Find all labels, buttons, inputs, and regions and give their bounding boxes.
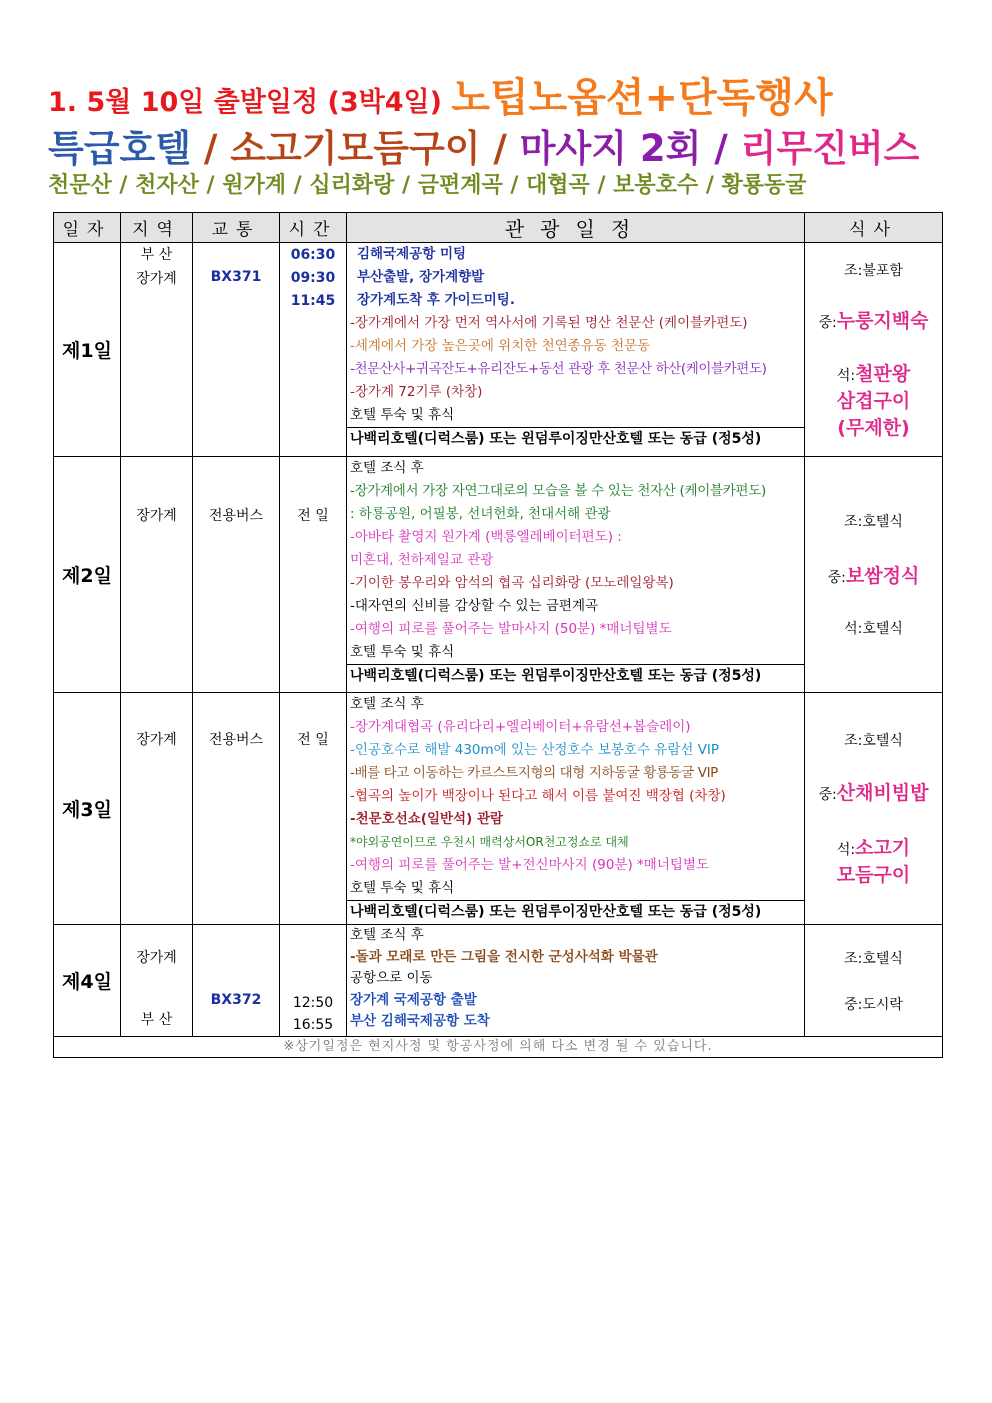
schedule-line: 호텔 투숙 및 휴식 (350, 644, 455, 660)
schedule-line: -여행의 피로를 풀어주는 발+전신마사지 (90분) *매너팁별도 (350, 857, 710, 873)
schedule-line: -장가계 72기루 (차창) (350, 384, 483, 400)
schedule-line: -대자연의 신비를 감상할 수 있는 금편계곡 (350, 598, 599, 614)
breakfast: 조:호텔식 (844, 950, 903, 967)
time: 전 일 (297, 508, 329, 524)
day-label: 제4일 (54, 925, 121, 1037)
dinner: 석:호텔식 (844, 621, 903, 637)
transport-cell (193, 457, 280, 693)
lunch-menu: 누룽지백숙 (836, 309, 929, 332)
dinner-menu: (무제한) (837, 416, 910, 439)
region: 장가계 (136, 508, 177, 524)
promo-title: 노팁노옵션+단독행사 (451, 75, 833, 121)
transport: 전용버스 (208, 508, 264, 524)
time: 09:30 (290, 270, 336, 286)
transport-cell (193, 243, 280, 457)
day-label: 제1일 (54, 243, 121, 457)
day-row (54, 243, 943, 457)
schedule-cell (347, 693, 805, 925)
feature-massage: 마사지 2회 (519, 127, 702, 170)
day-row (54, 693, 943, 925)
col-header-schedule: 관광일정 (347, 213, 805, 243)
region-cell (121, 457, 193, 693)
schedule-line: -장가계대협곡 (유리다리+엘리베이터+유람선+봅슬레이) (350, 719, 691, 735)
transport-cell (193, 693, 280, 925)
separator: / (190, 127, 231, 170)
meal-cell (805, 693, 943, 925)
flight-number: BX371 (210, 269, 262, 285)
schedule-line: -천문산사+귀곡잔도+유리잔도+동선 관광 후 천문산 하산(케이블카편도) (350, 361, 767, 377)
col-header-meals: 식사 (805, 213, 943, 243)
region: 부 산 (140, 1012, 173, 1028)
lunch (805, 561, 942, 588)
day-row (54, 457, 943, 693)
meal-prefix: 석: (836, 367, 856, 384)
hotel-info: 나백리호텔(디럭스룸) 또는 윈덤루이징만산호텔 또는 동급 (정5성) (347, 664, 804, 688)
time: 12:50 (292, 995, 334, 1011)
transport: 전용버스 (208, 732, 264, 748)
dinner-menu: 소고기 (855, 837, 911, 859)
region-cell (121, 925, 193, 1037)
col-header-day: 일자 (54, 213, 121, 243)
time: 06:30 (290, 247, 336, 263)
breakfast: 조:불포함 (844, 262, 903, 279)
region: 부 산 (140, 247, 173, 263)
feature-bus: 리무진버스 (740, 127, 920, 170)
schedule-line: 부산출발, 장가계향발 (357, 269, 485, 285)
schedule-line: -아바타 촬영지 원가계 (백룡엘레베이터편도) : (350, 529, 622, 545)
schedule-line: 부산 김해국제공항 도착 (350, 1013, 490, 1029)
time-cell (280, 693, 347, 925)
schedule-line: -기이한 봉우리와 암석의 협곡 십리화랑 (모노레일왕복) (350, 575, 674, 591)
schedule-line: -인공호수로 해발 430m에 있는 산정호수 보봉호수 유람선 VIP (350, 742, 720, 758)
lunch (805, 778, 942, 805)
title-line-2 (48, 118, 919, 172)
day-row (54, 925, 943, 1037)
separator: / (480, 127, 520, 170)
meal-prefix: 중: (818, 314, 837, 331)
time-cell (280, 457, 347, 693)
region: 장가계 (136, 732, 177, 748)
schedule-line: 호텔 조식 후 (350, 927, 424, 943)
schedule-line: -돌과 모래로 만든 그림을 전시한 군성사석화 박물관 (350, 948, 658, 965)
breakfast: 조:호텔식 (844, 733, 903, 749)
schedule-line: 공항으로 이동 (350, 970, 433, 986)
schedule-line: -천문호선쇼(일반석) 관람 (350, 811, 504, 827)
schedule-line: 미혼대, 천하제일교 관광 (350, 552, 494, 568)
dinner-menu: 삼겹구이 (836, 389, 911, 412)
region: 장가계 (136, 950, 177, 966)
schedule-line: : 하룡공원, 어필봉, 선녀헌화, 천대서해 관광 (350, 506, 611, 522)
time: 16:55 (292, 1017, 334, 1033)
hotel-info: 나백리호텔(디럭스룸) 또는 윈덤루이징만산호텔 또는 동급 (정5성) (347, 900, 804, 924)
time-cell (280, 925, 347, 1037)
schedule-line: 장가계 국제공항 출발 (350, 991, 477, 1008)
time-cell (280, 243, 347, 457)
meal-prefix: 석: (836, 842, 856, 858)
dinner-menu: 철판왕 (855, 362, 911, 385)
schedule-line: 호텔 투숙 및 휴식 (350, 880, 455, 896)
time: 전 일 (297, 732, 329, 748)
region-cell (121, 243, 193, 457)
dinner (805, 833, 942, 860)
footer-note: ※상기일정은 현지사정 및 항공사정에 의해 다소 변경 될 수 있습니다. (54, 1037, 943, 1058)
meal-prefix: 중: (818, 787, 837, 803)
col-header-region: 지역 (121, 213, 193, 243)
time: 11:45 (290, 293, 336, 309)
title-line-1 (48, 66, 833, 123)
schedule-line: 호텔 조식 후 (350, 696, 424, 712)
breakfast: 조:호텔식 (844, 514, 903, 530)
lunch (805, 306, 942, 333)
col-header-time: 시간 (280, 213, 347, 243)
departure-title: 1. 5월 10일 출발일정 (3박4일) (48, 87, 452, 118)
separator: / (701, 127, 741, 170)
transport-cell (193, 925, 280, 1037)
schedule-line: -협곡의 높이가 백장이나 된다고 해서 이름 붙여진 백장협 (차창) (350, 788, 726, 804)
flight-number: BX372 (210, 992, 262, 1008)
meal-cell (805, 457, 943, 693)
schedule-line: -장가계에서 가장 자연그대로의 모습을 볼 수 있는 천자산 (케이블카편도) (350, 483, 766, 499)
region-cell (121, 693, 193, 925)
day-label: 제3일 (54, 693, 121, 925)
hotel-info: 나백리호텔(디럭스룸) 또는 윈덤루이징만산호텔 또는 동급 (정5성) (347, 427, 804, 451)
day-label: 제2일 (54, 457, 121, 693)
schedule-cell (347, 243, 805, 457)
schedule-line: 장가계도착 후 가이드미팅. (357, 292, 515, 308)
lunch-menu: 보쌈정식 (845, 565, 920, 587)
schedule-line: 호텔 투숙 및 휴식 (350, 407, 455, 423)
col-header-transport: 교통 (193, 213, 280, 243)
meal-cell (805, 243, 943, 457)
dinner-menu: 모듬구이 (836, 864, 911, 886)
destinations-line: 천문산 / 천자산 / 원가계 / 십리화랑 / 금편계곡 / 대협곡 / 보봉호수 / 황룡동굴 (48, 173, 807, 198)
lunch: 중:도시락 (844, 996, 903, 1013)
meal-cell (805, 925, 943, 1037)
meal-prefix: 중: (827, 570, 846, 586)
itinerary-table (53, 212, 943, 1058)
schedule-line: 김해국제공항 미팅 (357, 246, 467, 262)
schedule-note: *야외공연이므로 우천시 매력상서OR천고정쇼로 대체 (350, 835, 629, 849)
feature-hotel: 특급호텔 (48, 127, 191, 170)
schedule-line: -여행의 피로를 풀어주는 발마사지 (50분) *매너팁별도 (350, 621, 672, 637)
footer-row (54, 1037, 943, 1058)
schedule-line: 호텔 조식 후 (350, 460, 424, 476)
schedule-cell (347, 457, 805, 693)
table-header-row (54, 213, 943, 243)
dinner (805, 359, 942, 386)
region: 장가계 (136, 271, 177, 287)
feature-beef: 소고기모듬구이 (230, 127, 481, 170)
schedule-line: -배를 타고 이동하는 카르스트지형의 대형 지하동굴 황룡동굴 VIP (350, 765, 718, 781)
schedule-line: -장가계에서 가장 먼저 역사서에 기록된 명산 천문산 (케이블카편도) (350, 315, 748, 331)
schedule-cell (347, 925, 805, 1037)
schedule-line: -세계에서 가장 높은곳에 위치한 천연종유동 천문동 (350, 338, 651, 354)
lunch-menu: 산채비빔밥 (836, 782, 929, 804)
